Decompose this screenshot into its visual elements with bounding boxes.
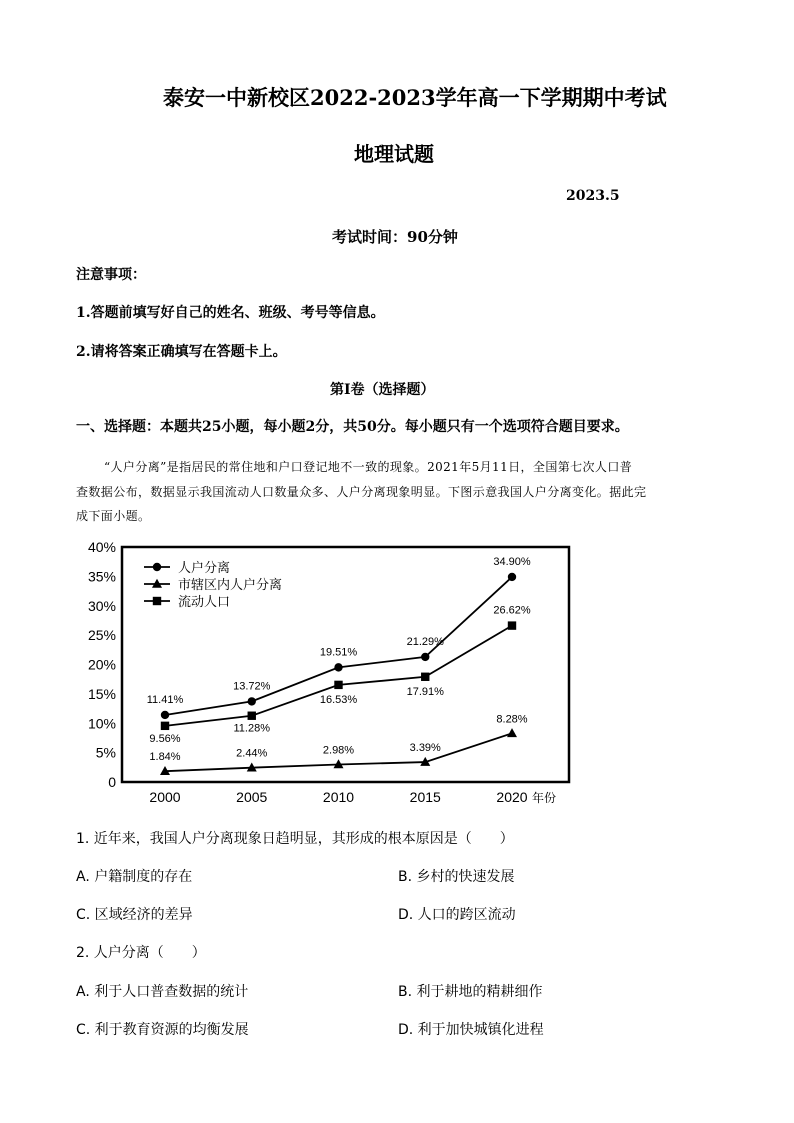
data-label: 16.53%: [319, 693, 358, 706]
question-1-stem: 1. 近年来，我国人户分离现象日趋明显，其形成的根本原因是（ ）: [76, 831, 514, 847]
data-label: 2.98%: [322, 744, 355, 757]
question-1-option-a: A. 户籍制度的存在: [76, 869, 193, 885]
x-tick-label: 2000: [149, 789, 181, 805]
x-tick-label: 2020: [496, 789, 528, 805]
data-point: [161, 711, 169, 719]
y-tick-label: 20%: [87, 656, 116, 673]
question-1-option-b: B. 乡村的快速发展: [398, 869, 515, 885]
data-label: 3.39%: [409, 742, 441, 755]
exam-time: 考试时间：90分钟: [332, 228, 458, 246]
data-label: 1.84%: [149, 751, 181, 764]
y-tick-label: 15%: [87, 685, 116, 702]
passage-line-3: 成下面小题。: [76, 509, 151, 523]
legend-label: 人户分离: [178, 560, 231, 575]
y-tick-label: 10%: [87, 715, 116, 732]
legend-marker: [153, 597, 161, 605]
x-axis-label: 年份: [532, 791, 557, 805]
data-point: [421, 673, 429, 681]
x-tick-label: 2010: [322, 789, 355, 805]
data-point: [507, 728, 517, 737]
notes-heading: 注意事项：: [76, 267, 146, 283]
data-point: [248, 712, 256, 720]
passage-line-2: 查数据公布，数据显示我国流动人口数量众多、人户分离现象明显。下图示意我国人户分离变化。据此完: [76, 485, 647, 499]
data-label: 11.41%: [146, 693, 184, 706]
question-1-option-c: C. 区域经济的差异: [76, 907, 193, 923]
household-separation-chart: [72, 540, 592, 810]
data-label: 19.51%: [319, 646, 358, 659]
question-1-option-d: D. 人口的跨区流动: [398, 907, 516, 923]
exam-date: 2023.5: [566, 188, 620, 204]
y-tick-label: 25%: [87, 627, 116, 644]
data-point: [421, 653, 429, 661]
data-label: 34.90%: [493, 555, 531, 568]
note-item-2: 2.请将答案正确填写在答题卡上。: [76, 344, 287, 360]
note-item-1: 1.答题前填写好自己的姓名、班级、考号等信息。: [76, 305, 385, 321]
data-point: [334, 663, 342, 671]
question-2-option-a: A. 利于人口普查数据的统计: [76, 984, 249, 1000]
x-tick-label: 2005: [236, 789, 268, 805]
data-label: 8.28%: [496, 713, 528, 726]
y-tick-label: 30%: [87, 597, 116, 614]
y-tick-label: 35%: [87, 568, 116, 585]
data-label: 2.44%: [236, 747, 268, 760]
exam-subtitle: 地理试题: [354, 142, 434, 166]
data-label: 26.62%: [493, 604, 531, 617]
question-2-option-d: D. 利于加快城镇化进程: [398, 1022, 544, 1038]
data-point: [334, 681, 342, 689]
section-title: 第Ⅰ卷（选择题）: [330, 382, 435, 398]
data-point: [508, 621, 516, 629]
legend-label: 流动人口: [178, 594, 231, 609]
data-label: 21.29%: [406, 635, 444, 648]
x-tick-label: 2015: [409, 789, 441, 805]
series-line: [165, 626, 512, 726]
question-2-option-b: B. 利于耕地的精耕细作: [398, 984, 543, 1000]
y-tick-label: 5%: [95, 744, 116, 761]
data-label: 13.72%: [233, 680, 271, 693]
data-point: [508, 573, 516, 581]
section-instruction: 一、选择题：本题共25小题，每小题2分，共50分。每小题只有一个选项符合题目要求。: [76, 419, 629, 435]
data-label: 11.28%: [233, 722, 270, 735]
exam-title: 泰安一中新校区2022-2023学年高一下学期期中考试: [163, 85, 667, 110]
legend-marker: [153, 563, 161, 571]
y-tick-label: 0: [108, 774, 116, 790]
passage-line-1: “人户分离”是指居民的常住地和户口登记地不一致的现象。2021年5月11日，全国第七次人口普: [104, 460, 633, 474]
question-2-option-c: C. 利于教育资源的均衡发展: [76, 1022, 249, 1038]
legend-label: 市辖区内人户分离: [178, 577, 283, 592]
question-2-stem: 2. 人户分离（ ）: [76, 945, 206, 961]
data-point: [248, 697, 256, 705]
data-point: [161, 722, 169, 730]
y-tick-label: 40%: [87, 540, 116, 555]
data-label: 9.56%: [149, 732, 181, 745]
data-label: 17.91%: [406, 685, 444, 698]
